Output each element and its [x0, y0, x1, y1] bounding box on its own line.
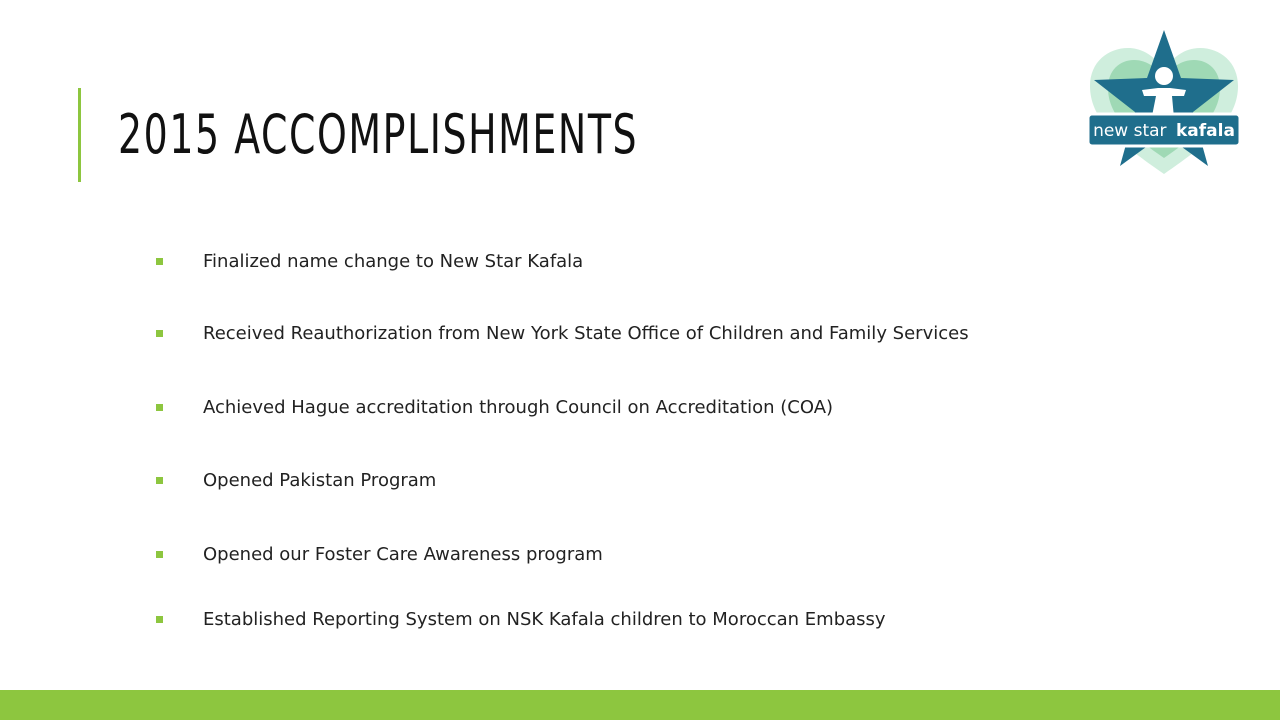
logo-child-head: [1155, 67, 1173, 85]
list-item-text: Received Reauthorization from New York State Office of Children and Family Services: [203, 323, 969, 344]
title-accent-bar: [78, 88, 81, 182]
bullet-square-icon: [156, 616, 163, 623]
bottom-accent-band: [0, 690, 1280, 720]
list-item: [156, 467, 1156, 497]
list-item: [156, 248, 1156, 278]
list-item-text: Achieved Hague accreditation through Council on Accreditation (COA): [203, 397, 834, 418]
logo-text-light: new star: [1093, 121, 1167, 141]
list-item: [156, 394, 1156, 424]
list-item-text: Opened our Foster Care Awareness program: [203, 544, 603, 565]
list-item-text: Established Reporting System on NSK Kafala children to Moroccan Embassy: [203, 609, 886, 630]
list-item: [156, 606, 1156, 636]
list-item-text: Opened Pakistan Program: [203, 470, 437, 491]
new-star-kafala-logo: [1084, 26, 1244, 178]
list-item: [156, 320, 1156, 350]
bullet-square-icon: [156, 330, 163, 337]
bullet-square-icon: [156, 477, 163, 484]
slide-title: 2015 ACCOMPLISHMENTS: [118, 103, 639, 166]
list-item: [156, 541, 1156, 571]
bullet-square-icon: [156, 258, 163, 265]
logo-text-bold: kafala: [1175, 121, 1235, 141]
bullet-square-icon: [156, 551, 163, 558]
list-item-text: Finalized name change to New Star Kafala: [203, 251, 584, 272]
logo-text: [1093, 121, 1235, 141]
bullet-square-icon: [156, 404, 163, 411]
